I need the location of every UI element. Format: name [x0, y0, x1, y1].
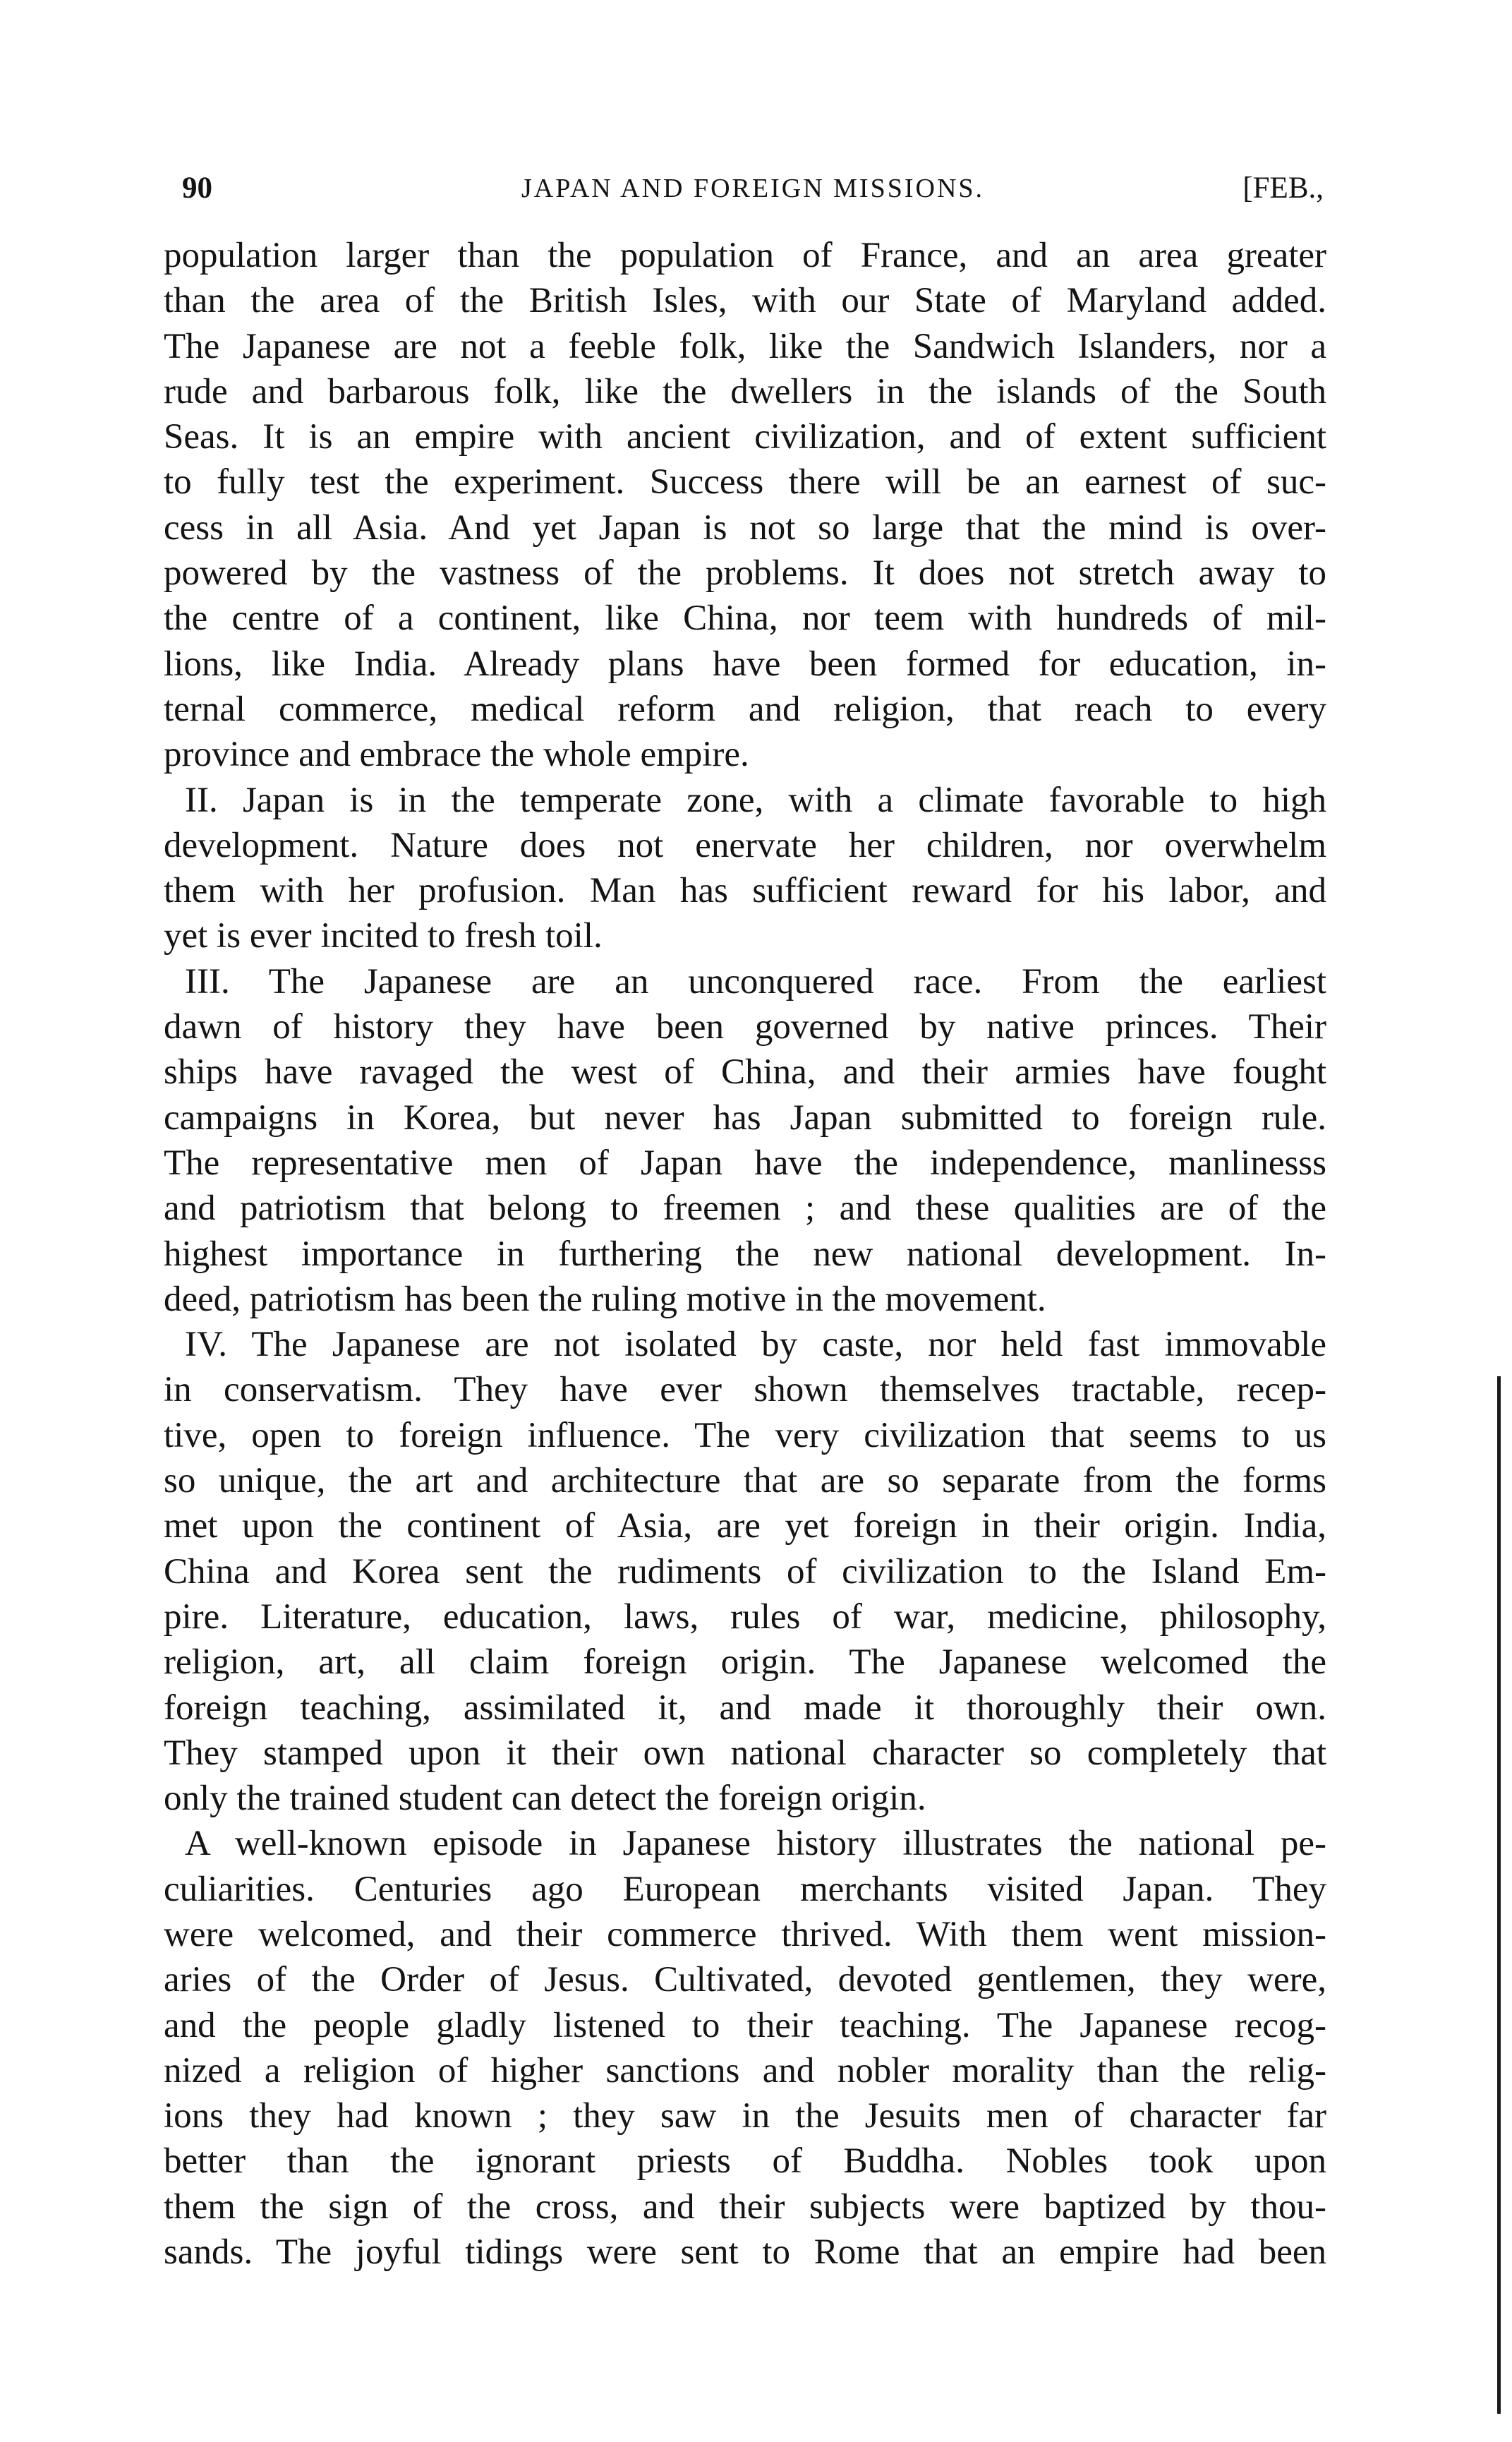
text-line: powered by the vastness of the problems. It does not stretch away to [164, 553, 1326, 594]
text-line: yet is ever incited to fresh toil. [164, 916, 603, 956]
running-header [182, 164, 1324, 213]
text-line: religion, art, all claim foreign origin. The Japanese welcomed the [164, 1642, 1326, 1683]
scan-edge-line [1497, 1376, 1501, 2414]
text-line: cess in all Asia. And yet Japan is not so large that the mind is over- [164, 507, 1326, 548]
text-line: only the trained student can detect the foreign origin. [164, 1779, 926, 1819]
text-line: highest importance in furthering the new national development. In- [164, 1234, 1326, 1274]
date-mark: [FEB., [1242, 172, 1324, 205]
text-line: and the people gladly listened to their teaching. The Japanese recog- [164, 2005, 1326, 2045]
text-line: deed, patriotism has been the ruling motive in the movement. [164, 1279, 1046, 1319]
text-line: the centre of a continent, like China, nor teem with hundreds of mil- [164, 599, 1326, 639]
text-line: than the area of the British Isles, with our State of Maryland added. [164, 281, 1326, 321]
text-line: province and embrace the whole empire. [164, 735, 749, 775]
text-line: ships have ravaged the west of China, and their armies have fought [164, 1052, 1326, 1093]
body-text [164, 233, 1326, 2275]
text-line: China and Korea sent the rudiments of civilization to the Island Em- [164, 1551, 1326, 1592]
text-line: A well-known episode in Japanese history illustrates the national pe- [185, 1824, 1326, 1864]
text-line: were welcomed, and their commerce thrived. With them went mission- [164, 1914, 1326, 1954]
text-line: tive, open to foreign influence. The very civilization that seems to us [164, 1415, 1326, 1455]
text-line: campaigns in Korea, but never has Japan submitted to foreign rule. [164, 1097, 1326, 1138]
text-line: to fully test the experiment. Success there will be an earnest of suc- [164, 462, 1326, 503]
page-number: 90 [182, 172, 212, 205]
running-title: JAPAN AND FOREIGN MISSIONS. [521, 174, 985, 203]
text-line: IV. The Japanese are not isolated by caste, nor held fast immovable [185, 1325, 1326, 1365]
text-line: and patriotism that belong to freemen ; and these qualities are of the [164, 1189, 1326, 1229]
text-line: Seas. It is an empire with ancient civilization, and of extent sufficient [164, 417, 1326, 457]
text-line: ions they had known ; they saw in the Jesuits men of character far [164, 2096, 1326, 2136]
text-line: rude and barbarous folk, like the dwellers in the islands of the South [164, 371, 1326, 411]
text-line: so unique, the art and architecture that are so separate from the forms [164, 1461, 1326, 1501]
text-line: dawn of history they have been governed by native princes. Their [164, 1007, 1326, 1047]
text-line: foreign teaching, assimilated it, and made it thoroughly their own. [164, 1688, 1326, 1728]
text-line: in conservatism. They have ever shown themselves tractable, recep- [164, 1370, 1326, 1410]
text-line: They stamped upon it their own national character so completely that [164, 1733, 1326, 1773]
text-line: met upon the continent of Asia, are yet foreign in their origin. India, [164, 1506, 1326, 1546]
text-line: The Japanese are not a feeble folk, like the Sandwich Islanders, nor a [164, 326, 1326, 366]
text-line: ternal commerce, medical reform and religion, that reach to every [164, 689, 1326, 729]
text-line: culiarities. Centuries ago European merchants visited Japan. They [164, 1869, 1326, 1909]
text-line: development. Nature does not enervate her children, nor overwhelm [164, 825, 1326, 865]
text-line: nized a religion of higher sanctions and nobler morality than the relig- [164, 2050, 1326, 2091]
text-line: population larger than the population of France, and an area greater [164, 236, 1326, 275]
text-line: better than the ignorant priests of Buddha. Nobles took upon [164, 2141, 1326, 2182]
text-line: lions, like India. Already plans have been formed for education, in- [164, 644, 1326, 684]
text-line: III. The Japanese are an unconquered race. From the earliest [185, 961, 1326, 1002]
text-line: aries of the Order of Jesus. Cultivated, devoted gentlemen, they were, [164, 1960, 1326, 2000]
text-line: II. Japan is in the temperate zone, with a climate favorable to high [185, 780, 1326, 820]
text-line: them the sign of the cross, and their subjects were baptized by thou- [164, 2187, 1326, 2227]
text-line: them with her profusion. Man has sufficient reward for his labor, and [164, 871, 1326, 911]
text-line: pire. Literature, education, laws, rules of war, medicine, philosophy, [164, 1596, 1326, 1637]
text-line: sands. The joyful tidings were sent to Rome that an empire had been [164, 2232, 1326, 2273]
text-line: The representative men of Japan have the independence, manlinesss [164, 1143, 1326, 1183]
